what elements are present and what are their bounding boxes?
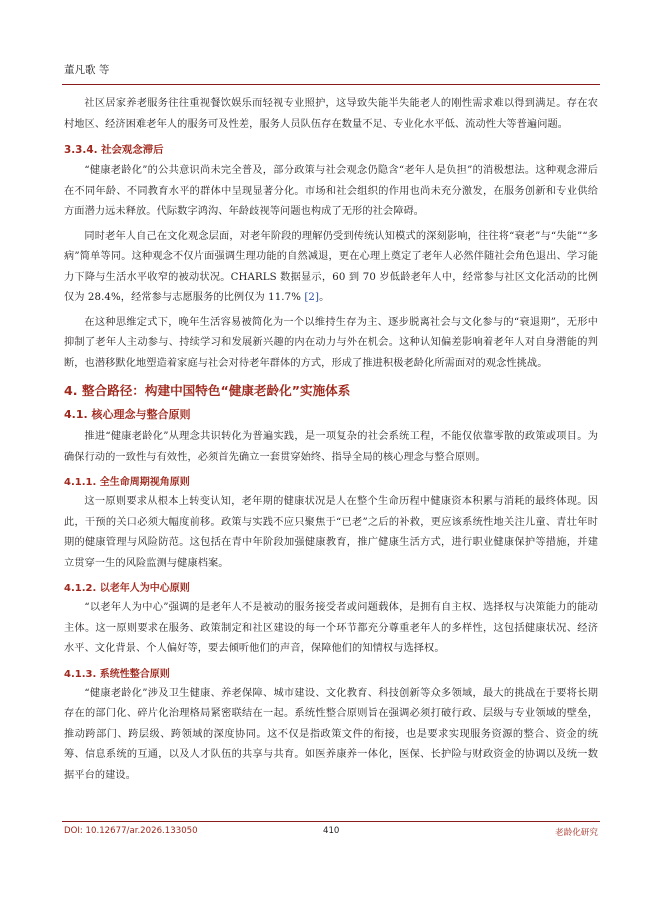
paragraph: 在这种思维定式下，晚年生活容易被简化为一个以维持生存为主、逐步脱离社会与文化参与的“衰退期”，无形中抑制了老年人主动参与、持续学习和发展新兴趣的内在动力与外在机会。这种认知偏差影响着老年人对自身潜能的判断，也潜移默化地塑造着家庭与社会对待老年群体的方式，形成了推进积极老龄化所需面对的观念性挑战。 — [64, 316, 598, 369]
section-heading-3-3-4: 3.3.4. 社会观念滞后 — [64, 144, 164, 156]
journal-name: 老龄化研究 — [555, 828, 598, 838]
section-heading-4-1: 4.1. 核心理念与整合原则 — [64, 408, 191, 421]
header-rule — [62, 84, 600, 85]
section-heading-4-1-1: 4.1.1. 全生命周期视角原则 — [64, 477, 190, 488]
running-head-authors: 董凡歌 等 — [64, 64, 110, 76]
section-heading-4: 4. 整合路径：构建中国特色“健康老龄化”实施体系 — [64, 383, 351, 398]
paragraph: “健康老龄化”涉及卫生健康、养老保障、城市建设、文化教育、科技创新等众多领域，最大的挑战在于要将长期存在的部门化、碎片化治理格局紧密联结在一起。系统性整合原则旨在强调必须打破行政、层级与专业领域的壁垒，推动跨部门、跨层级、跨领域的深度协同。这不仅是指政策文件的衔接，也是要求实现服务资源的整合、资金的统筹、信息系统的互通，以及人才队伍的共享与共育。如医养康养一体化，医保、长护险与财政资金的协调以及统一数据平台的建设。 — [64, 687, 598, 781]
footer-rule — [62, 821, 600, 822]
paragraph: “健康老龄化”的公共意识尚未完全普及，部分政策与社会观念仍隐含“老年人是负担”的消极想法。这种观念滞后在不同年龄、不同教育水平的群体中呈现显著分化。市场和社会组织的作用也尚未充分激发，在服务创新和专业供给方面潜力远未释放。代际数字鸿沟、年龄歧视等问题也构成了无形的社会障碍。 — [64, 165, 598, 217]
citation-link[interactable]: [2] — [304, 292, 320, 303]
section-heading-4-1-3: 4.1.3. 系统性整合原则 — [64, 668, 170, 680]
footer-doi-link[interactable]: DOI: 10.12677/ar.2026.133050 — [64, 826, 198, 836]
paragraph — [64, 227, 598, 309]
paragraph: 社区居家养老服务往往重视餐饮娱乐而轻视专业照护，这导致失能半失能老人的刚性需求难以得到满足。存在农村地区、经济困难老年人的服务可及性差，服务人员队伍存在数量不足、专业化水平低、流动性大等普遍问题。 — [64, 98, 598, 130]
paragraph-end: 。 — [319, 292, 330, 303]
paragraph: 推进“健康老龄化”从理念共识转化为普遍实践，是一项复杂的社会系统工程，不能仅依靠零散的政策或项目。为确保行动的一致性与有效性，必须首先确立一套贯穿始终、指导全局的核心理念与整合原则。 — [64, 431, 598, 463]
paragraph: 这一原则要求从根本上转变认知，老年期的健康状况是人在整个生命历程中健康资本积累与消耗的最终体现。因此，干预的关口必须大幅度前移。政策与实践不应只聚焦于“已老”之后的补救，更应该系统性地关注儿童、青壮年时期的健康管理与风险防范。这包括在青中年阶段加强健康教育，推广健康生活方式，进行职业健康保护等措施，并建立贯穿一生的风险监测与健康档案。 — [64, 496, 598, 569]
body-content — [64, 94, 598, 790]
paragraph: “以老年人为中心”强调的是老年人不是被动的服务接受者或问题载体，是拥有自主权、选择权与决策能力的能动主体。这一原则要求在服务、政策制定和社区建设的每一个环节都充分尊重老年人的多样性，这包括健康状况、经济水平、文化背景、个人偏好等，要去倾听他们的声音，保障他们的知情权与选择权。 — [64, 602, 598, 654]
paragraph-text: 同时老年人自己在文化观念层面，对老年阶段的理解仍受到传统认知模式的深刻影响，往往将“衰老”与“失能”“多病”简单等同。这种观念不仅片面强调生理功能的自然减退，更在心理上奠定了老年人必然伴随社会角色退出、学习能力下降与生活水平收窄的被动状况。CHARLS 数据显示，60 到 70 岁低龄老年人中，经常参与社区文化活动的比例仅为 28.4%，经常参与志愿服务的比例仅为 11.7% — [64, 230, 598, 303]
section-heading-4-1-2: 4.1.2. 以老年人为中心原则 — [64, 583, 190, 594]
page-number: 410 — [323, 826, 340, 836]
